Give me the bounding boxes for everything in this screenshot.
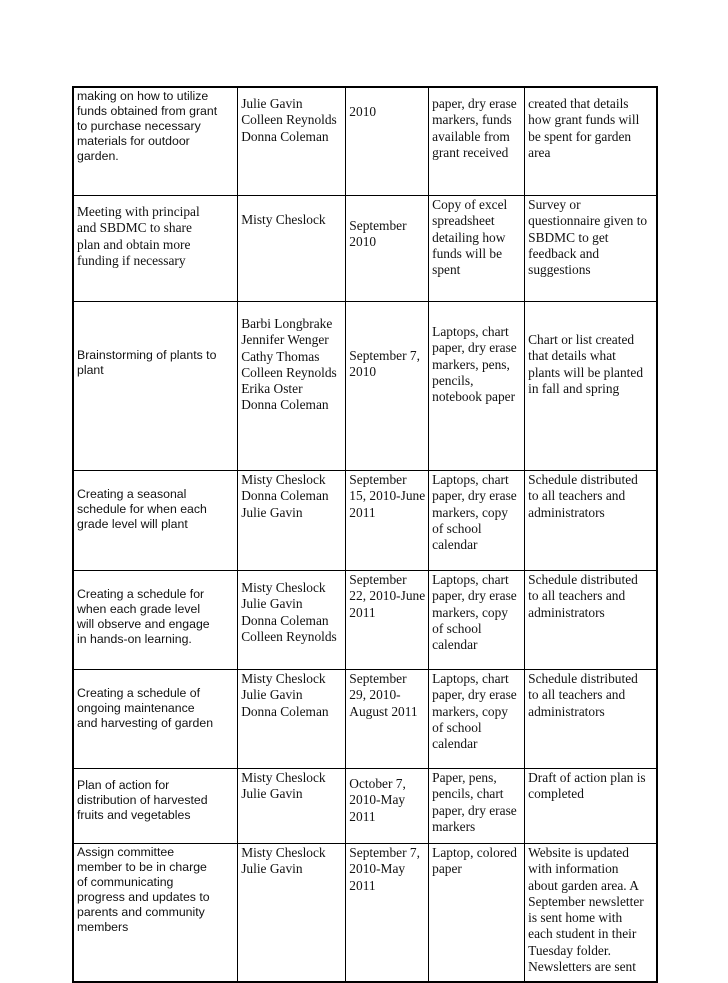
people-line: Julie Gavin [241, 687, 303, 703]
timeline-cell [346, 571, 429, 670]
activity-line: member to be in charge [77, 860, 207, 874]
resources-line: paper, dry erase [432, 340, 517, 356]
people-line: Colleen Reynolds [241, 628, 337, 644]
activity-cell [73, 844, 238, 983]
activity-line: schedule for when each [77, 502, 207, 516]
resources-line: paper, dry erase [432, 687, 517, 703]
resources-line: of school [432, 719, 482, 735]
timeline-line: 22, 2010-June [349, 588, 426, 604]
activity-line: Assign committee [77, 845, 175, 859]
evidence-line: Tuesday folder. [528, 942, 611, 958]
people-line: Misty Cheslock [241, 472, 326, 487]
resources-line: paper, dry erase [432, 588, 517, 604]
timeline-line: August 2011 [349, 703, 418, 719]
resources-line: paper, dry erase [432, 96, 517, 111]
evidence-line: suggestions [528, 262, 591, 278]
evidence-cell [525, 769, 657, 844]
evidence-cell [525, 302, 657, 471]
evidence-line: SBDMC to get [528, 229, 609, 245]
resources-line: paper, dry erase [432, 802, 517, 818]
evidence-line: in fall and spring [528, 380, 620, 396]
people-line: Julie Gavin [241, 504, 303, 520]
activity-line: Creating a schedule for [77, 587, 205, 601]
people-cell [238, 571, 346, 670]
activity-line: making on how to utilize [77, 89, 209, 103]
activity-line: funds obtained from grant [77, 104, 218, 118]
people-cell [238, 670, 346, 769]
activity-line: materials for outdoor [77, 134, 190, 148]
resources-cell [429, 844, 525, 983]
timeline-cell [346, 670, 429, 769]
people-line: Donna Coleman [241, 488, 329, 504]
activity-line: progress and updates to [77, 890, 210, 904]
people-line: Julie Gavin [241, 786, 303, 802]
resources-line: Copy of excel [432, 197, 508, 212]
resources-line: paper [432, 861, 462, 877]
resources-line: pencils, chart [432, 786, 504, 802]
people-line: Jennifer Wenger [241, 332, 329, 348]
action-plan-table [72, 86, 658, 983]
timeline-line: 29, 2010- [349, 687, 401, 703]
timeline-line: September [349, 671, 407, 686]
table-row [73, 670, 657, 769]
timeline-cell [346, 196, 429, 302]
people-line: Julie Gavin [241, 596, 303, 612]
timeline-cell [346, 844, 429, 983]
people-line: Misty Cheslock [241, 671, 326, 686]
resources-cell [429, 769, 525, 844]
evidence-line: area [528, 144, 551, 160]
timeline-cell [346, 302, 429, 471]
timeline-line: 2010 [349, 104, 377, 119]
timeline-line: 2010 [349, 234, 377, 250]
resources-line: pencils, [432, 372, 474, 388]
evidence-line: Chart or list created [528, 332, 635, 347]
evidence-cell [525, 844, 657, 983]
people-line: Colleen Reynolds [241, 364, 337, 380]
people-line: Misty Cheslock [241, 212, 326, 227]
timeline-line: 2011 [349, 877, 376, 893]
activity-line: to purchase necessary [77, 119, 201, 133]
activity-line: Creating a seasonal [77, 487, 187, 501]
evidence-cell [525, 196, 657, 302]
resources-cell [429, 471, 525, 571]
people-line: Colleen Reynolds [241, 112, 337, 128]
activity-line: Meeting with principal [77, 204, 200, 219]
table-row [73, 471, 657, 571]
resources-line: detailing how [432, 229, 506, 245]
activity-line: garden. [77, 149, 119, 163]
activity-line: parents and community [77, 905, 205, 919]
people-cell [238, 87, 346, 196]
people-cell [238, 769, 346, 844]
resources-cell [429, 87, 525, 196]
activity-line: grade level will plant [77, 517, 188, 531]
evidence-line: September newsletter [528, 893, 644, 909]
resources-line: Laptop, colored [432, 845, 517, 860]
activity-line: plant [77, 363, 104, 377]
resources-line: spent [432, 262, 461, 278]
resources-line: calendar [432, 537, 478, 553]
evidence-line: to all teachers and [528, 588, 626, 604]
people-cell [238, 844, 346, 983]
evidence-line: plants will be planted [528, 364, 644, 380]
activity-line: funding if necessary [77, 252, 186, 268]
activity-line: Plan of action for [77, 778, 170, 792]
activity-line: in hands-on learning. [77, 632, 192, 646]
evidence-line: created that details [528, 96, 629, 111]
activity-line: Creating a schedule of [77, 686, 201, 700]
evidence-line: be spent for garden [528, 128, 632, 144]
activity-line: members [77, 920, 129, 934]
timeline-line: 2010-May [349, 861, 406, 877]
evidence-line: administrators [528, 504, 605, 520]
resources-line: funds will be [432, 245, 503, 261]
timeline-line: 2011 [349, 504, 376, 520]
timeline-line: 2010-May [349, 792, 406, 808]
resources-line: grant received [432, 144, 509, 160]
evidence-line: Website is updated [528, 845, 629, 860]
evidence-line: is sent home with [528, 910, 623, 926]
evidence-line: Schedule distributed [528, 671, 638, 686]
resources-line: markers [432, 818, 476, 834]
resources-line: Laptops, chart [432, 324, 509, 339]
evidence-line: Draft of action plan is [528, 770, 646, 785]
people-cell [238, 302, 346, 471]
resources-line: calendar [432, 637, 478, 653]
activity-line: Brainstorming of plants to [77, 348, 217, 362]
resources-line: Laptops, chart [432, 572, 509, 587]
timeline-cell [346, 471, 429, 571]
evidence-line: feedback and [528, 245, 600, 261]
activity-cell [73, 670, 238, 769]
activity-line: of communicating [77, 875, 174, 889]
resources-line: paper, dry erase [432, 488, 517, 504]
evidence-line: administrators [528, 703, 605, 719]
people-line: Erika Oster [241, 381, 303, 397]
activity-cell [73, 769, 238, 844]
people-line: Donna Coleman [241, 612, 329, 628]
resources-line: Paper, pens, [432, 770, 497, 785]
timeline-cell [346, 87, 429, 196]
evidence-line: Schedule distributed [528, 572, 638, 587]
resources-line: available from [432, 128, 510, 144]
activity-cell [73, 302, 238, 471]
table-row [73, 571, 657, 670]
resources-line: spreadsheet [432, 213, 495, 229]
timeline-line: September [349, 472, 407, 487]
activity-line: and SBDMC to share [77, 220, 192, 236]
evidence-line: completed [528, 786, 584, 802]
resources-line: markers, funds [432, 112, 512, 128]
timeline-line: September 7, [349, 845, 420, 860]
timeline-line: 2011 [349, 808, 376, 824]
table-row [73, 87, 657, 196]
evidence-line: Newsletters are sent [528, 959, 636, 975]
activity-line: ongoing maintenance [77, 701, 195, 715]
evidence-cell [525, 87, 657, 196]
timeline-line: September [349, 572, 407, 587]
table-row [73, 196, 657, 302]
activity-cell [73, 471, 238, 571]
evidence-line: with information [528, 861, 619, 877]
evidence-cell [525, 571, 657, 670]
timeline-line: September 7, [349, 348, 420, 363]
people-line: Misty Cheslock [241, 580, 326, 595]
activity-line: when each grade level [77, 602, 201, 616]
people-line: Misty Cheslock [241, 845, 326, 860]
evidence-line: about garden area. A [528, 877, 639, 893]
evidence-line: that details what [528, 348, 616, 364]
resources-cell [429, 571, 525, 670]
evidence-line: administrators [528, 604, 605, 620]
timeline-line: 2011 [349, 604, 376, 620]
people-line: Julie Gavin [241, 96, 303, 111]
people-line: Donna Coleman [241, 397, 329, 413]
timeline-line: September [349, 218, 407, 233]
evidence-line: how grant funds will [528, 112, 640, 128]
table-row [73, 769, 657, 844]
resources-line: Laptops, chart [432, 472, 509, 487]
table-row [73, 302, 657, 471]
table-row [73, 844, 657, 983]
evidence-line: to all teachers and [528, 687, 626, 703]
resources-cell [429, 302, 525, 471]
timeline-line: 2010 [349, 364, 377, 380]
people-line: Barbi Longbrake [241, 316, 333, 331]
evidence-cell [525, 471, 657, 571]
timeline-line: 15, 2010-June [349, 488, 426, 504]
people-line: Julie Gavin [241, 861, 303, 877]
people-cell [238, 196, 346, 302]
activity-line: and harvesting of garden [77, 716, 214, 730]
evidence-line: Survey or [528, 197, 581, 212]
resources-line: of school [432, 520, 482, 536]
resources-cell [429, 670, 525, 769]
activity-cell [73, 87, 238, 196]
evidence-line: each student in their [528, 926, 637, 942]
people-line: Cathy Thomas [241, 348, 320, 364]
activity-cell [73, 196, 238, 302]
evidence-line: questionnaire given to [528, 213, 648, 229]
resources-line: of school [432, 620, 482, 636]
evidence-line: to all teachers and [528, 488, 626, 504]
resources-cell [429, 196, 525, 302]
resources-line: Laptops, chart [432, 671, 509, 686]
evidence-line: Schedule distributed [528, 472, 638, 487]
resources-line: calendar [432, 736, 478, 752]
activity-line: fruits and vegetables [77, 808, 191, 822]
resources-line: markers, copy [432, 504, 508, 520]
people-line: Donna Coleman [241, 703, 329, 719]
timeline-line: October 7, [349, 776, 406, 791]
activity-line: plan and obtain more [77, 236, 191, 252]
resources-line: markers, copy [432, 703, 508, 719]
resources-line: notebook paper [432, 389, 516, 405]
people-line: Donna Coleman [241, 128, 329, 144]
activity-line: will observe and engage [77, 617, 210, 631]
people-cell [238, 471, 346, 571]
evidence-cell [525, 670, 657, 769]
resources-line: markers, pens, [432, 356, 510, 372]
activity-line: distribution of harvested [77, 793, 208, 807]
timeline-cell [346, 769, 429, 844]
activity-cell [73, 571, 238, 670]
resources-line: markers, copy [432, 604, 508, 620]
people-line: Misty Cheslock [241, 770, 326, 785]
